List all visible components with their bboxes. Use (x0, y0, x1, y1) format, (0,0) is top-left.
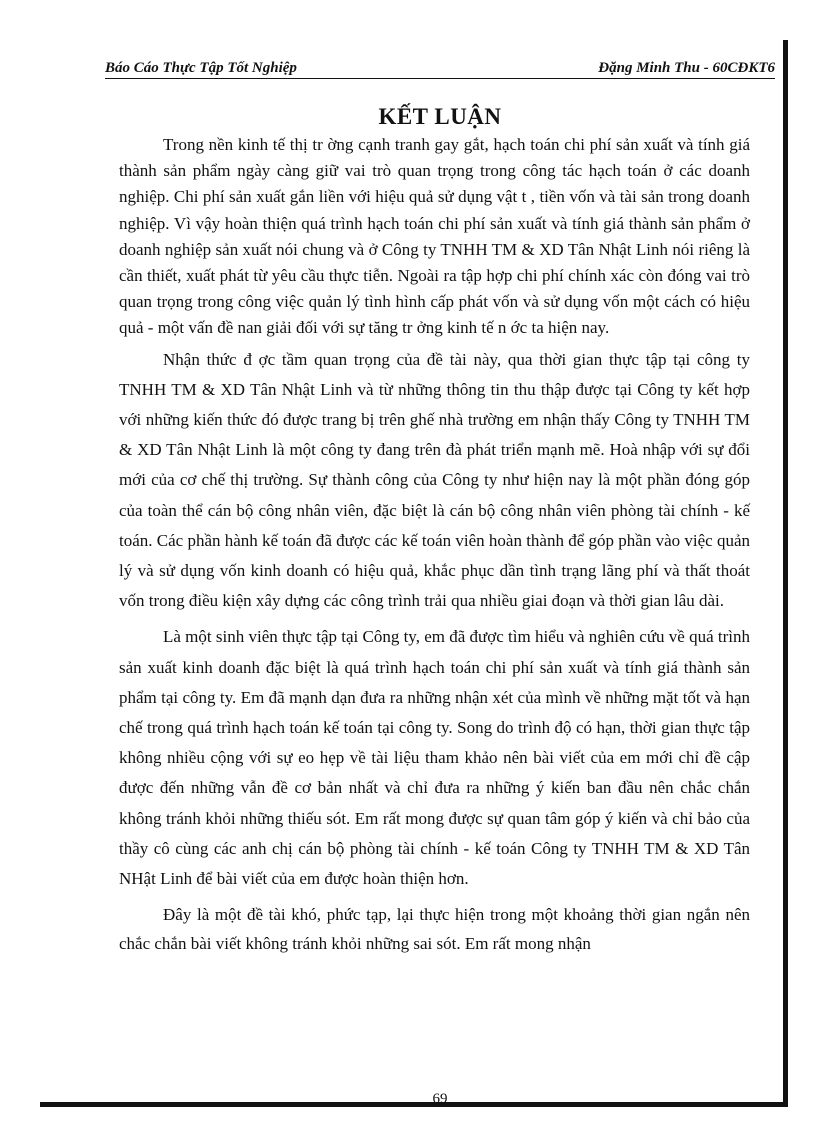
paragraph-1: Trong nền kinh tế thị tr ờng cạnh tranh gay gắt, hạch toán chi phí sản xuất và tính giá thành sản phẩm ngày càng giữ vai trò quan trọng trong công tác hạch toán ở các doanh nghiệp. Chi phí sản xuất gắn liền với hiệu quả sử dụng vật t , tiền vốn và tài sản trong doanh nghiệp. Vì vậy hoàn thiện quá trình hạch toán chi phí sản xuất và tính giá thành sản phẩm ở doanh nghiệp sản xuất nói chung và ở Công ty TNHH TM & XD Tân Nhật Linh nói riêng là cần thiết, xuất phát từ yêu cầu thực tiễn. Ngoài ra tập hợp chi phí chính xác còn đóng vai trò quan trọng trong công việc quản lý tình hình cấp phát vốn và sử dụng vốn một cách có hiệu quả - một vấn đề nan giải đối với sự tăng tr ởng kinh tế n ớc ta hiện nay. (119, 135, 750, 338)
paragraph-4: Đây là một đề tài khó, phức tạp, lại thực hiện trong một khoảng thời gian ngắn nên chắc chắn bài viết không tránh khỏi những sai sót. Em rất mong nhận (119, 905, 750, 954)
header-author: Đặng Minh Thu - 60CĐKT6 (598, 60, 775, 76)
page-number: 69 (432, 1091, 448, 1107)
paragraph-3: Là một sinh viên thực tập tại Công ty, em đã được tìm hiểu và nghiên cứu về quá trình sản xuất kinh doanh đặc biệt là quá trình hạch toán chi phí sản xuất và tính giá thành sản phẩm tại công ty. Em đã mạnh dạn đưa ra những nhận xét của mình về những mặt tốt và hạn chế trong quá trình hạch toán kế toán tại công ty. Song do trình độ có hạn, thời gian thực tập không nhiều cộng với sự eo hẹp về tài liệu tham khảo nên bài viết của em mới chỉ đề cập được đến những vẫn đề cơ bản nhất và chỉ đưa ra những ý kiến ban đầu nên chắc chắn không tránh khỏi những thiếu sót. Em rất mong được sự quan tâm góp ý kiến và chỉ bảo của thầy cô cùng các anh chị cán bộ phòng tài chính - kế toán Công ty TNHH TM & XD Tân NHật Linh để bài viết của em được hoàn thiện hơn. (119, 627, 750, 889)
document-page (105, 56, 775, 1107)
body-text (119, 132, 750, 966)
paragraph-2: Nhận thức đ ợc tầm quan trọng của đề tài này, qua thời gian thực tập tại công ty TNHH TM & XD Tân Nhật Linh và từ những thông tin thu thập được tại Công ty kết hợp với những kiến thức đó được trang bị trên ghế nhà trường em nhận thấy Công ty TNHH TM & XD Tân Nhật Linh là một công ty đang trên đà phát triển mạnh mẽ. Hoà nhập với sự đổi mới của cơ chế thị trường. Sự thành công của Công ty như hiện nay là một phần đóng góp của toàn thể cán bộ công nhân viên, đặc biệt là cán bộ công nhân viên phòng tài chính - kế toán. Các phần hành kế toán đã được các kế toán viên hoàn thành để góp phần vào việc quản lý và sử dụng vốn kinh doanh có hiệu quả, khắc phục dần tình trạng lãng phí và thất thoát vốn trong điều kiện xây dựng các công trình trải qua nhiều giai đoạn và thời gian lâu dài. (119, 349, 750, 611)
section-title: KẾT LUẬN (378, 104, 502, 129)
page-header (105, 56, 775, 79)
page-shadow-right (783, 40, 788, 1107)
header-report-title: Báo Cáo Thực Tập Tốt Nghiệp (105, 60, 297, 76)
